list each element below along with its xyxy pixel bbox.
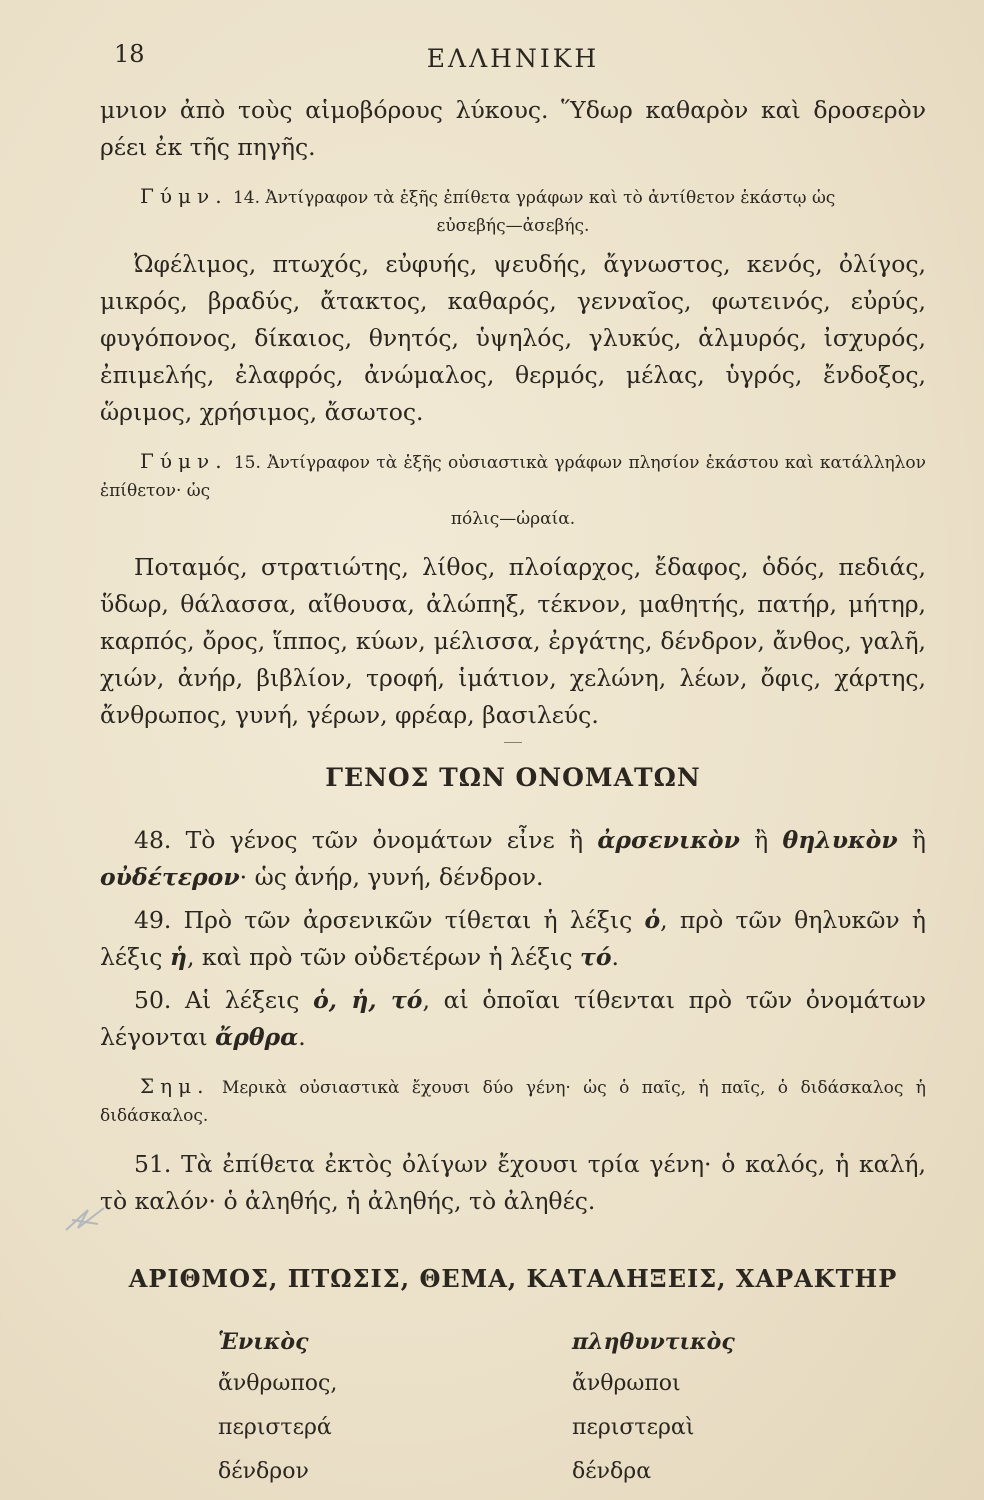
plural-word: δένδρα <box>572 1459 652 1484</box>
articles-list: ὁ, ἡ, τό <box>313 986 423 1014</box>
plural-word: ἄνθρωποι <box>572 1371 681 1396</box>
article-feminine: ἡ <box>169 943 187 971</box>
exercise-14-label: Γύμν. <box>140 184 228 208</box>
exercise-15-word-list: Ποταμός, στρατιώτης, λίθος, πλοίαρχος, ἔδαφος, ὁδός, πεδιάς, ὕδωρ, θάλασσα, αἴθουσα, ἀλώπηξ, τέκνον, μαθητής, πατήρ, μήτηρ, καρπός, ὄρος, ἵππος, κύων, μέλισσα, ἐργάτης, δένδρον, ἄνθος, γαλῆ, χιών, ἀνήρ, βιβλίον, τροφή, ἱμάτιον, χελώνη, λέων, ὄφις, χάρτης, ἄνθρωπος, γυνή, γέρων, φρέαρ, βασιλεύς. <box>100 553 926 729</box>
exercise-15-example: πόλις—ὡραία. <box>450 509 576 529</box>
term-feminine: θηλυκὸν <box>782 826 898 854</box>
section-heading-number-case: ΑΡΙΘΜΟΣ, ΠΤΩΣΙΣ, ΘΕΜΑ, ΚΑΤΑΛΗΞΕΙΣ, ΧΑΡΑΚΤΗΡ <box>128 1264 898 1293</box>
section-heading-gender: ΓΕΝΟΣ ΤΩΝ ΟΝΟΜΑΤΩΝ <box>325 763 701 792</box>
note-label: Σημ. <box>140 1074 210 1098</box>
section-50 <box>100 982 926 1056</box>
singular-column <box>218 1329 572 1499</box>
exercise-14-instruction <box>100 182 926 212</box>
section-48 <box>100 822 926 896</box>
section-48-text: ἢ <box>897 826 926 854</box>
article-neuter: τό <box>580 943 612 971</box>
section-48-text: 48. Τὸ γένος τῶν ὀνομάτων εἶνε ἢ <box>134 826 598 854</box>
section-51: 51. Τὰ ἐπίθετα ἐκτὸς ὀλίγων ἔχουσι τρία γένη· ὁ καλός, ἡ καλή, τὸ καλόν· ὁ ἀληθής, ἡ ἀληθής, τὸ ἀληθές. <box>100 1150 926 1215</box>
exercise-14-text: 14. Ἀντίγραφον τὰ ἑξῆς ἐπίθετα γράφων καὶ τὸ ἀντίθετον ἑκάστῳ ὡς <box>227 188 836 208</box>
section-48-text: · ὡς ἀνήρ, γυνή, δένδρον. <box>239 863 544 891</box>
singular-word: περιστερά <box>218 1415 332 1440</box>
section-50-text: , αἱ ὁποῖαι τίθενται πρὸ τῶν ὀνομάτων λέγονται <box>100 986 926 1051</box>
exercise-15-label: Γύμν. <box>140 449 228 473</box>
declension-table <box>100 1329 926 1499</box>
divider <box>504 742 522 743</box>
singular-word: ἄνθρωπος, <box>218 1371 338 1396</box>
singular-heading: Ἑνικὸς <box>218 1329 309 1355</box>
plural-column <box>572 1329 926 1499</box>
exercise-15-text: 15. Ἀντίγραφον τὰ ἑξῆς οὐσιαστικὰ γράφων πλησίον ἑκάστου καὶ κατάλληλον ἐπίθετον· ὡς <box>100 453 926 501</box>
exercise-14-example: εὐσεβής—ἀσεβής. <box>436 216 590 236</box>
section-48-text: ἢ <box>739 826 783 854</box>
exercise-14-word-list: Ὠφέλιμος, πτωχός, εὐφυής, ψευδής, ἄγνωστος, κενός, ὀλίγος, μικρός, βραδύς, ἄτακτος, καθαρός, γενναῖος, φωτεινός, εὐρύς, φυγόπονος, δίκαιος, θνητός, ὑψηλός, γλυκύς, ἁλμυρός, ἰσχυρός, ἐπιμελής, ἐλαφρός, ἀνώμαλος, θερμός, μέλας, ὑγρός, ἔνδοξος, ὥριμος, χρήσιμος, ἄσωτος. <box>100 250 926 426</box>
section-49-text: 49. Πρὸ τῶν ἀρσενικῶν τίθεται ἡ λέξις <box>134 906 645 934</box>
continued-paragraph: μνιον ἀπὸ τοὺς αἱμοβόρους λύκους. Ὕδωρ καθαρὸν καὶ δροσερὸν ρέει ἐκ τῆς πηγῆς. <box>100 96 926 161</box>
exercise-15-instruction <box>100 447 926 505</box>
singular-word: δένδρον <box>218 1459 309 1484</box>
gender-note <box>100 1072 926 1130</box>
term-articles: ἄρθρα <box>215 1023 299 1051</box>
note-text: Μερικὰ οὐσιαστικὰ ἔχουσι δύο γένη· ὡς ὁ παῖς, ἡ παῖς, ὁ διδάσκαλος ἡ διδάσκαλος. <box>100 1078 926 1126</box>
term-neuter: οὐδέτερον <box>100 863 240 891</box>
term-masculine: ἀρσενικὸν <box>597 826 740 854</box>
running-head <box>100 0 926 92</box>
running-title: ΕΛΛΗΝΙΚΗ <box>426 44 600 73</box>
section-50-text: 50. Αἱ λέξεις <box>134 986 314 1014</box>
pencil-mark <box>58 1180 118 1240</box>
plural-word: περιστεραὶ <box>572 1415 695 1440</box>
section-49-text: . <box>611 943 619 971</box>
plural-heading: πληθυντικὸς <box>572 1329 735 1355</box>
section-50-text: . <box>298 1023 306 1051</box>
article-masculine: ὁ <box>644 906 661 934</box>
section-49-text: , καὶ πρὸ τῶν οὐδετέρων ἡ λέξις <box>186 943 581 971</box>
section-49 <box>100 902 926 976</box>
section-49-text: , πρὸ τῶν θηλυκῶν ἡ λέξις <box>100 906 926 971</box>
page-number: 18 <box>114 40 145 68</box>
